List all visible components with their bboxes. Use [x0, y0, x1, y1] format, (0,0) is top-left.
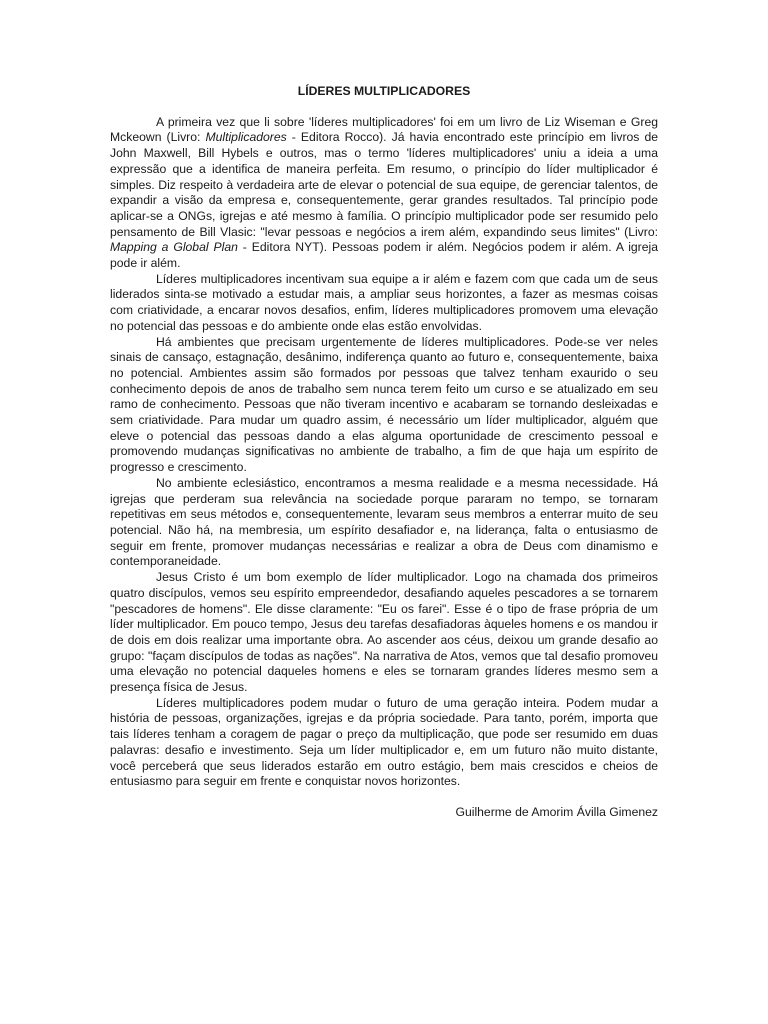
book-title-mapping-a-global-plan: Mapping a Global Plan	[110, 240, 238, 255]
author-signature: Guilherme de Amorim Ávilla Gimenez	[455, 804, 658, 819]
paragraph-2: Líderes multiplicadores incentivam sua equipe a ir além e fazem com que cada um de seus liderados sinta-se motivado a estudar mais, a ampliar seus horizontes, a fazer as mesmas coisas com criatividade, a encarar novos desafios, enfim, líderes multiplicadores promovem uma elevação no potencial das pessoas e do ambiente onde elas estão envolvidas.	[110, 271, 658, 333]
paragraph-1-text-c: - Editora Rocco). Já havia encontrado este princípio em livros de John Maxwell, Bill Hybels e outros, mas o termo 'líderes multiplicadores' uniu a ideia a uma expressão que a identifica de maneira perfeita. Em resumo, o princípio do líder multiplicador é simples. Diz respeito à verdadeira arte de elevar o potencial de sua equipe, de gerenciar talentos, de expandir a visão da empresa e, consequentemente, gerar grandes resultados. Tal princípio pode aplicar-se a ONGs, igrejas e até mesmo à família. O princípio multiplicador pode ser resumido pelo pensamento de Bill Vlasic: "levar pessoas e negócios a irem além, expandindo seus limites" (Livro:	[110, 130, 659, 239]
document-page	[110, 84, 658, 833]
paragraph-3: Há ambientes que precisam urgentemente de líderes multiplicadores. Pode-se ver neles sinais de cansaço, estagnação, desânimo, indiferença quanto ao futuro e, consequentemente, baixa no potencial. Ambientes assim são formados por pessoas que talvez tenham exaurido o seu conhecimento depois de anos de trabalho sem nunca terem feito um curso e se atualizado em seu ramo de conhecimento. Pessoas que não tiveram incentivo e acabaram se tornando desleixadas e sem criatividade. Para mudar um quadro assim, é necessário um líder multiplicador, alguém que eleve o potencial das pessoas dando a elas alguma oportunidade de crescimento pessoal e promovendo mudanças significativas no ambiente de trabalho, a fim de que haja um espírito de progresso e crescimento.	[110, 334, 658, 475]
paragraph-4: No ambiente eclesiástico, encontramos a mesma realidade e a mesma necessidade. Há igrejas que perderam sua relevância na sociedade porque pararam no tempo, se tornaram repetitivas em seus métodos e, consequentemente, levaram seus membros a enterrar muito de seu potencial. Não há, na membresia, um espírito desafiador e, na liderança, falta o entusiasmo de seguir em frente, promover mudanças necessárias e realizar a obra de Deus com dinamismo e contemporaneidade.	[110, 475, 658, 569]
paragraph-1	[110, 115, 658, 272]
paragraph-6: Líderes multiplicadores podem mudar o futuro de uma geração inteira. Podem mudar a história de pessoas, organizações, igrejas e da própria sociedade. Para tanto, porém, importa que tais líderes tenham a coragem de pagar o preço da multiplicação, que pode ser resumido em duas palavras: desafio e investimento. Seja um líder multiplicador e, em um futuro não muito distante, você perceberá que seus liderados estarão em outro estágio, bem mais crescidos e cheios de entusiasmo para seguir em frente e conquistar novos horizontes.	[110, 695, 658, 789]
paragraph-1-text-e: - Editora NYT). Pessoas podem ir além. Negócios podem ir além. A igreja pode ir além.	[110, 240, 659, 271]
document-title: LÍDERES MULTIPLICADORES	[297, 84, 471, 98]
paragraph-1-text-a: A primeira vez que li sobre 'líderes multiplicadores' foi em um livro de Liz Wiseman e Greg Mckeown (Livro:	[110, 114, 658, 145]
paragraph-5: Jesus Cristo é um bom exemplo de líder multiplicador. Logo na chamada dos primeiros quatro discípulos, vemos seu espírito empreendedor, desafiando aqueles pescadores a se tornarem "pescadores de homens". Ele disse claramente: "Eu os farei". Esse é o tipo de frase própria de um líder multiplicador. Em pouco tempo, Jesus deu tarefas desafiadoras àqueles homens e os mandou ir de dois em dois realizar uma importante obra. Ao ascender aos céus, deixou um grande desafio ao grupo: "façam discípulos de todas as nações". Na narrativa de Atos, vemos que tal desafio promoveu uma elevação no potencial daqueles homens e eles se tornaram grandes líderes mesmo sem a presença física de Jesus.	[110, 570, 658, 695]
book-title-multiplicadores: Multiplicadores	[205, 130, 287, 145]
